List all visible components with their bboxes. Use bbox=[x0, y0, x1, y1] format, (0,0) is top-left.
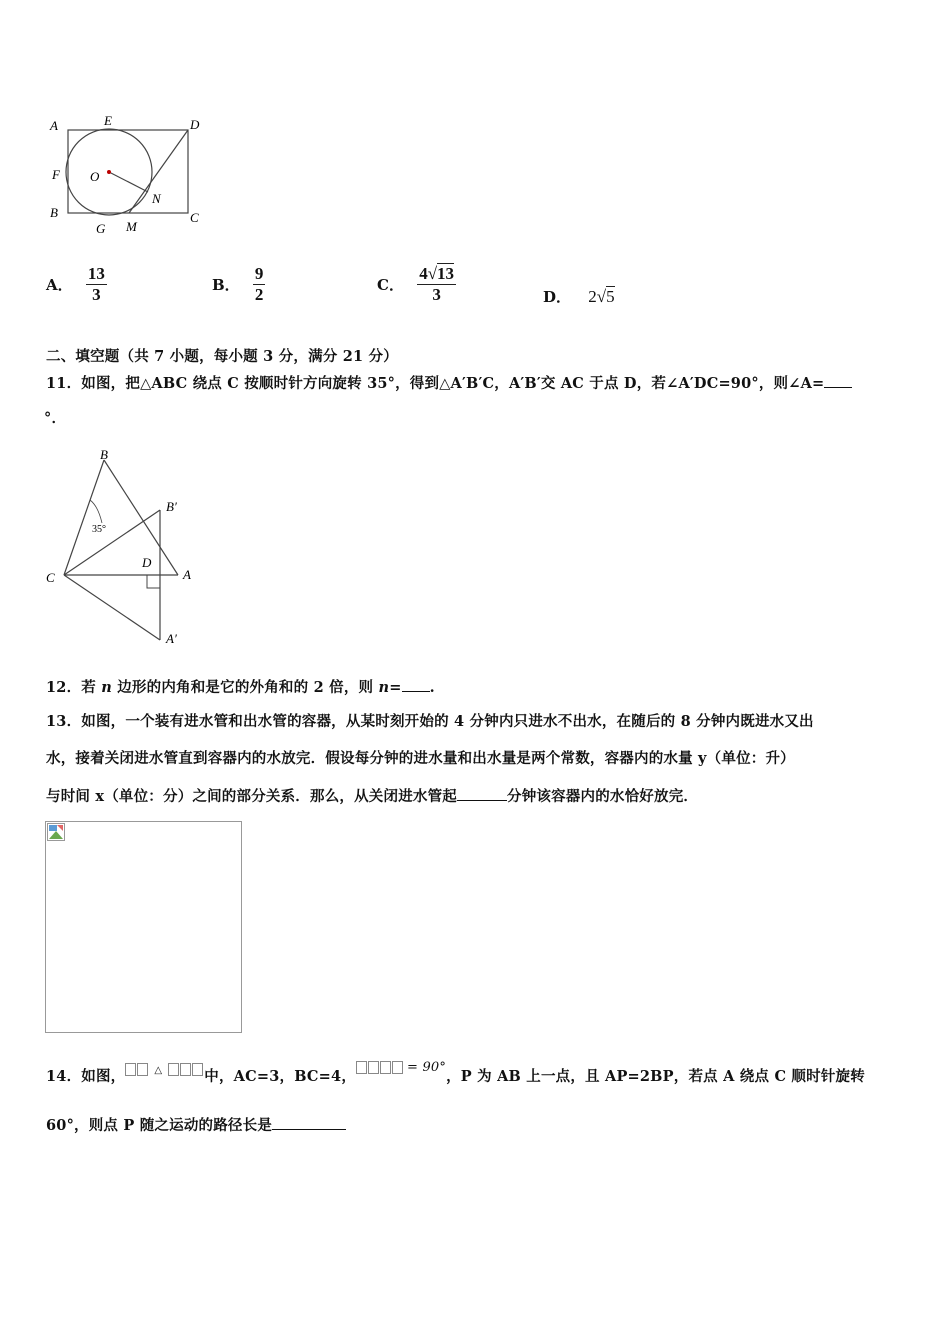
label-F: F bbox=[52, 167, 60, 182]
q14-tri: △ bbox=[154, 1065, 163, 1076]
q12-blank bbox=[402, 679, 430, 692]
q14-pre: 14．如图， bbox=[46, 1068, 126, 1085]
option-d-letter: D． bbox=[543, 288, 572, 306]
figure-square-circle bbox=[40, 110, 220, 240]
label-B: B bbox=[50, 205, 58, 220]
option-b bbox=[212, 264, 265, 305]
q14-blank bbox=[272, 1117, 346, 1130]
option-b-num: 9 bbox=[254, 264, 264, 283]
q13-blank bbox=[457, 788, 507, 801]
q14-post: ，P 为 AB 上一点，且 AP=2BP，若点 A 绕点 C 顺时针旋转 bbox=[446, 1068, 865, 1085]
question-11 bbox=[46, 372, 852, 393]
section-heading: 二、填空题（共 7 小题，每小题 3 分，满分 21 分） bbox=[46, 348, 398, 365]
question-12: 12．若 n 边形的内角和是它的外角和的 2 倍，则 n= . bbox=[46, 679, 435, 696]
label-M: M bbox=[126, 219, 137, 234]
figure-rotated-triangles bbox=[40, 440, 200, 650]
label-D: D bbox=[190, 117, 200, 132]
q13-line1: 13．如图，一个装有进水管和出水管的容器，从某时刻开始的 4 分钟内只进水不出水，在随后的 8 分钟内既进水又出 bbox=[46, 713, 814, 730]
q13-line3 bbox=[46, 785, 698, 806]
q14-line2 bbox=[46, 1114, 346, 1135]
q12-n: n bbox=[101, 679, 112, 696]
option-b-letter: B． bbox=[212, 276, 240, 294]
label-B: B bbox=[100, 447, 108, 462]
option-a-den: 3 bbox=[92, 285, 101, 304]
option-c-fraction: $\frac{4√13}{3}$ bbox=[419, 264, 455, 304]
option-a bbox=[46, 264, 107, 305]
q12-n2: n bbox=[378, 679, 390, 696]
label-D: D bbox=[142, 555, 152, 570]
q12-mid: 边形的内角和是它的外角和的 2 倍，则 bbox=[111, 679, 379, 696]
option-b-den: 2 bbox=[254, 285, 264, 304]
option-a-num: 13 bbox=[87, 264, 105, 283]
label-E: E bbox=[104, 113, 112, 128]
label-N: N bbox=[152, 191, 161, 206]
q14-mid: 中，AC=3，BC=4， bbox=[204, 1068, 357, 1085]
option-c-coef: 4 bbox=[419, 264, 428, 283]
label-A-prime: A′ bbox=[166, 631, 177, 646]
q11-blank bbox=[824, 375, 852, 388]
q14-eq: = 90° bbox=[407, 1060, 447, 1075]
option-d-rad: 5 bbox=[606, 287, 615, 306]
q12-pre: 12．若 bbox=[46, 679, 102, 696]
q11-text: 11．如图，把△ABC 绕点 C 按顺时针方向旋转 35°，得到△A′B′C，A′B′交 AC 于点 D，若∠A′DC=90°，则∠A= bbox=[46, 375, 825, 392]
option-a-letter: A． bbox=[46, 276, 73, 294]
q13-line3a: 与时间 x（单位：分）之间的部分关系．那么，从关闭进水管起 bbox=[46, 788, 457, 805]
option-c-den: 3 bbox=[432, 285, 441, 304]
label-C: C bbox=[46, 570, 55, 585]
option-b-fraction bbox=[253, 264, 266, 305]
label-B-prime: B′ bbox=[166, 499, 177, 514]
option-d-coef: 2 bbox=[588, 287, 597, 306]
q11-tail: °． bbox=[44, 410, 67, 427]
q12-post: = bbox=[389, 679, 402, 696]
label-C: C bbox=[190, 210, 199, 225]
option-c bbox=[377, 264, 456, 305]
q13-line2: 水，接着关闭进水管直到容器内的水放完．假设每分钟的进水量和出水量是两个常数，容器内的水量 y（单位：升） bbox=[46, 750, 795, 767]
question-14 bbox=[46, 1058, 865, 1086]
broken-image-icon bbox=[47, 823, 65, 841]
label-G: G bbox=[96, 221, 106, 236]
missing-graph-image bbox=[45, 821, 242, 1033]
option-d: D． 2√5 bbox=[543, 287, 615, 306]
q13-line3b: 分钟该容器内的水恰好放完． bbox=[507, 788, 699, 805]
option-c-letter: C． bbox=[377, 276, 404, 294]
label-O: O bbox=[90, 169, 100, 184]
label-A: A bbox=[50, 118, 58, 133]
option-a-fraction bbox=[86, 264, 107, 305]
q14-line2-text: 60°，则点 P 随之运动的路径长是 bbox=[46, 1117, 273, 1134]
label-A: A bbox=[183, 567, 191, 582]
option-c-rad: 13 bbox=[437, 264, 455, 283]
label-35-degree: 35° bbox=[92, 524, 106, 535]
